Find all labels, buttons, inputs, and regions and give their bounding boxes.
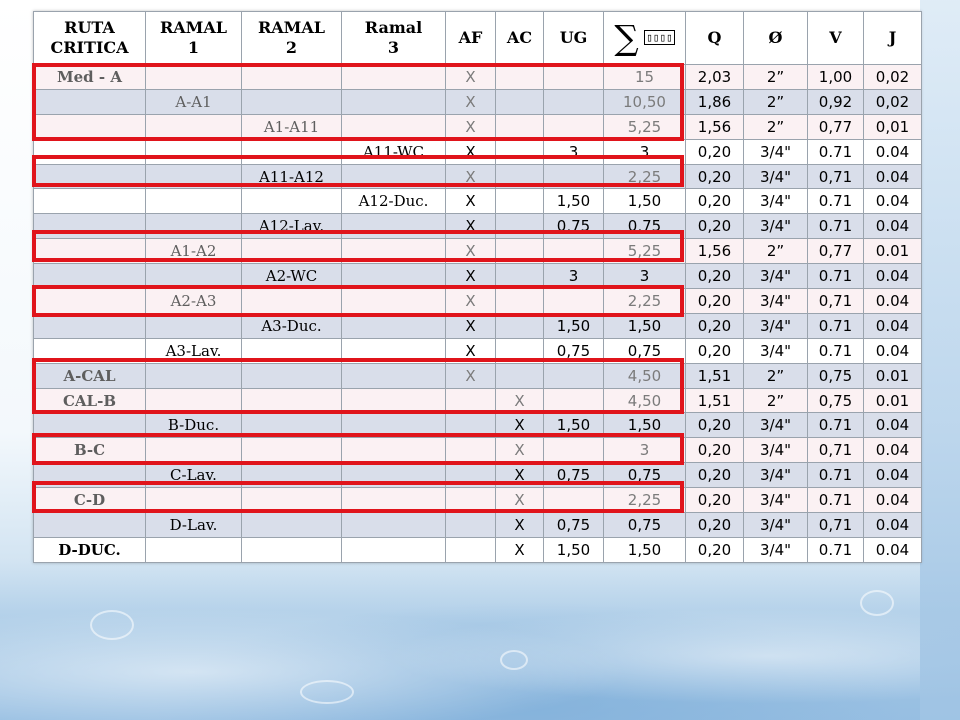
cell-q: 0,20	[686, 488, 744, 513]
cell-ug: 1,50	[544, 537, 604, 562]
cell-ramal-1	[146, 388, 242, 413]
header-v: V	[808, 12, 864, 65]
header-q: Q	[686, 12, 744, 65]
cell-ug: 1,50	[544, 189, 604, 214]
cell-ruta-critica	[34, 338, 146, 363]
cell-diameter: 2”	[744, 89, 808, 114]
cell-ramal-1: B-Duc.	[146, 413, 242, 438]
cell-ug	[544, 239, 604, 264]
cell-ruta-critica	[34, 289, 146, 314]
cell-j: 0,01	[864, 114, 922, 139]
cell-af: X	[446, 214, 496, 239]
cell-sum: 0,75	[604, 513, 686, 538]
cell-diameter: 3/4"	[744, 289, 808, 314]
cell-ramal-3	[342, 338, 446, 363]
cell-ramal-1	[146, 438, 242, 463]
cell-sum: 15	[604, 65, 686, 90]
cell-ramal-1	[146, 264, 242, 289]
cell-q: 0,20	[686, 338, 744, 363]
cell-ramal-3: A12-Duc.	[342, 189, 446, 214]
cell-ramal-2	[242, 438, 342, 463]
table-row	[34, 463, 922, 488]
table-row	[34, 114, 922, 139]
cell-v: 0.71	[808, 313, 864, 338]
cell-ramal-3	[342, 513, 446, 538]
table-row	[34, 338, 922, 363]
cell-sum: 3	[604, 264, 686, 289]
cell-af: X	[446, 65, 496, 90]
cell-ruta-critica: CAL-B	[34, 388, 146, 413]
cell-ac	[496, 338, 544, 363]
cell-af	[446, 513, 496, 538]
cell-ramal-2	[242, 65, 342, 90]
cell-ac	[496, 189, 544, 214]
table-row	[34, 214, 922, 239]
cell-ruta-critica	[34, 264, 146, 289]
cell-af	[446, 463, 496, 488]
table-body	[34, 65, 922, 563]
cell-ramal-2	[242, 139, 342, 164]
cell-diameter: 3/4"	[744, 513, 808, 538]
cell-q: 1,51	[686, 388, 744, 413]
cell-ruta-critica	[34, 313, 146, 338]
cell-q: 0,20	[686, 139, 744, 164]
header-af: AF	[446, 12, 496, 65]
cell-ug	[544, 164, 604, 189]
cell-ac	[496, 114, 544, 139]
cell-ug	[544, 488, 604, 513]
table-row	[34, 89, 922, 114]
cell-q: 2,03	[686, 65, 744, 90]
cell-ruta-critica	[34, 413, 146, 438]
cell-j: 0.04	[864, 189, 922, 214]
cell-sum: 3	[604, 139, 686, 164]
cell-diameter: 3/4"	[744, 189, 808, 214]
cell-ug: 0,75	[544, 463, 604, 488]
cell-diameter: 2”	[744, 114, 808, 139]
cell-ruta-critica: B-C	[34, 438, 146, 463]
cell-q: 0,20	[686, 537, 744, 562]
cell-ramal-2	[242, 537, 342, 562]
cell-diameter: 3/4"	[744, 438, 808, 463]
cell-af: X	[446, 289, 496, 314]
cell-sum: 0,75	[604, 463, 686, 488]
cell-ruta-critica	[34, 189, 146, 214]
cell-ramal-2	[242, 463, 342, 488]
table-row	[34, 438, 922, 463]
cell-j: 0.04	[864, 413, 922, 438]
cell-q: 0,20	[686, 189, 744, 214]
cell-ramal-2	[242, 513, 342, 538]
cell-ramal-2: A1-A11	[242, 114, 342, 139]
pipe-sizing-table-container	[33, 11, 921, 563]
cell-ug	[544, 89, 604, 114]
header-ramal-1: RAMAL 1	[146, 12, 242, 65]
cell-ramal-3	[342, 413, 446, 438]
cell-j: 0.04	[864, 164, 922, 189]
cell-ac: X	[496, 413, 544, 438]
cell-diameter: 3/4"	[744, 488, 808, 513]
bubble-decoration	[860, 590, 894, 616]
header-ruta-critica: RUTA CRITICA	[34, 12, 146, 65]
cell-af: X	[446, 338, 496, 363]
cell-ramal-3	[342, 388, 446, 413]
cell-j: 0.04	[864, 513, 922, 538]
header-diameter: Ø	[744, 12, 808, 65]
cell-ruta-critica	[34, 463, 146, 488]
cell-sum: 2,25	[604, 488, 686, 513]
cell-ac	[496, 214, 544, 239]
cell-ramal-3	[342, 537, 446, 562]
cell-af: X	[446, 239, 496, 264]
cell-ac	[496, 239, 544, 264]
table-row	[34, 537, 922, 562]
cell-ramal-1	[146, 537, 242, 562]
cell-af: X	[446, 89, 496, 114]
cell-ramal-3	[342, 463, 446, 488]
cell-ramal-2	[242, 289, 342, 314]
cell-j: 0.01	[864, 363, 922, 388]
cell-diameter: 3/4"	[744, 313, 808, 338]
cell-ruta-critica: Med - A	[34, 65, 146, 90]
cell-af: X	[446, 139, 496, 164]
cell-q: 0,20	[686, 313, 744, 338]
cell-v: 0,71	[808, 438, 864, 463]
cell-sum: 2,25	[604, 289, 686, 314]
cell-v: 0.71	[808, 139, 864, 164]
cell-diameter: 2”	[744, 388, 808, 413]
table-row	[34, 264, 922, 289]
cell-diameter: 3/4"	[744, 338, 808, 363]
cell-ramal-2	[242, 338, 342, 363]
cell-ramal-3	[342, 164, 446, 189]
cell-ramal-1: C-Lav.	[146, 463, 242, 488]
cell-ramal-3	[342, 114, 446, 139]
cell-j: 0.04	[864, 289, 922, 314]
cell-ug	[544, 388, 604, 413]
cell-sum: 4,50	[604, 388, 686, 413]
cell-ramal-1	[146, 488, 242, 513]
cell-v: 0,75	[808, 388, 864, 413]
cell-ac: X	[496, 388, 544, 413]
cell-ruta-critica	[34, 139, 146, 164]
table-row	[34, 488, 922, 513]
table-row	[34, 164, 922, 189]
cell-af: X	[446, 264, 496, 289]
cell-ac	[496, 313, 544, 338]
cell-ramal-2	[242, 413, 342, 438]
cell-ramal-3	[342, 264, 446, 289]
cell-ug: 1,50	[544, 313, 604, 338]
cell-ac: X	[496, 537, 544, 562]
cell-sum: 0,75	[604, 338, 686, 363]
cell-j: 0.04	[864, 139, 922, 164]
cell-ramal-1	[146, 189, 242, 214]
cell-q: 1,51	[686, 363, 744, 388]
cell-ac	[496, 65, 544, 90]
header-ug: UG	[544, 12, 604, 65]
cell-ramal-2	[242, 388, 342, 413]
cell-ruta-critica: A-CAL	[34, 363, 146, 388]
header-j: J	[864, 12, 922, 65]
cell-ramal-1	[146, 363, 242, 388]
cell-ruta-critica	[34, 114, 146, 139]
cell-v: 0.71	[808, 264, 864, 289]
cell-af	[446, 413, 496, 438]
cell-q: 0,20	[686, 289, 744, 314]
cell-ug: 1,50	[544, 413, 604, 438]
cell-sum: 3	[604, 438, 686, 463]
cell-ramal-2	[242, 89, 342, 114]
cell-v: 0.71	[808, 189, 864, 214]
cell-ramal-1	[146, 164, 242, 189]
cell-ac	[496, 89, 544, 114]
cell-q: 0,20	[686, 264, 744, 289]
table-row	[34, 139, 922, 164]
cell-ramal-2	[242, 488, 342, 513]
cell-sum: 4,50	[604, 363, 686, 388]
cell-ug	[544, 114, 604, 139]
cell-ruta-critica: C-D	[34, 488, 146, 513]
cell-ramal-1	[146, 214, 242, 239]
cell-ramal-2: A2-WC	[242, 264, 342, 289]
cell-q: 1,86	[686, 89, 744, 114]
cell-v: 0,71	[808, 513, 864, 538]
cell-j: 0.04	[864, 537, 922, 562]
cell-af	[446, 438, 496, 463]
header-ramal-2: RAMAL 2	[242, 12, 342, 65]
cell-v: 0,75	[808, 363, 864, 388]
cell-sum: 5,25	[604, 239, 686, 264]
cell-j: 0.04	[864, 438, 922, 463]
water-background	[0, 560, 960, 720]
cell-ramal-1	[146, 139, 242, 164]
cell-af	[446, 537, 496, 562]
cell-af: X	[446, 363, 496, 388]
bubble-decoration	[90, 610, 134, 640]
cell-ramal-1: A1-A2	[146, 239, 242, 264]
cell-ramal-1	[146, 65, 242, 90]
cell-v: 0,92	[808, 89, 864, 114]
cell-ac	[496, 289, 544, 314]
cell-v: 0.71	[808, 537, 864, 562]
cell-j: 0.04	[864, 338, 922, 363]
pipe-sizing-table	[33, 11, 922, 563]
cell-v: 0,77	[808, 239, 864, 264]
cell-diameter: 3/4"	[744, 139, 808, 164]
cell-sum: 1,50	[604, 189, 686, 214]
cell-sum: 1,50	[604, 313, 686, 338]
cell-q: 0,20	[686, 413, 744, 438]
cell-diameter: 3/4"	[744, 463, 808, 488]
cell-sum: 5,25	[604, 114, 686, 139]
cell-ug	[544, 438, 604, 463]
table-row	[34, 313, 922, 338]
cell-v: 0,71	[808, 164, 864, 189]
cell-ac	[496, 363, 544, 388]
cell-ug: 0,75	[544, 338, 604, 363]
cell-j: 0.04	[864, 214, 922, 239]
cell-ruta-critica	[34, 513, 146, 538]
cell-ramal-3	[342, 214, 446, 239]
cell-q: 1,56	[686, 239, 744, 264]
cell-j: 0.04	[864, 463, 922, 488]
cell-j: 0.04	[864, 313, 922, 338]
cell-ramal-3	[342, 488, 446, 513]
cell-diameter: 2”	[744, 363, 808, 388]
cell-ramal-3	[342, 438, 446, 463]
cell-q: 0,20	[686, 438, 744, 463]
header-row	[34, 12, 922, 65]
water-background-right	[920, 0, 960, 720]
cell-q: 0,20	[686, 214, 744, 239]
cell-sum: 2,25	[604, 164, 686, 189]
cell-j: 0.01	[864, 388, 922, 413]
cell-ug: 3	[544, 139, 604, 164]
cell-af: X	[446, 189, 496, 214]
cell-diameter: 2”	[744, 65, 808, 90]
cell-af: X	[446, 114, 496, 139]
cell-diameter: 3/4"	[744, 214, 808, 239]
cell-j: 0,02	[864, 89, 922, 114]
cell-v: 0.71	[808, 463, 864, 488]
cell-diameter: 3/4"	[744, 413, 808, 438]
cell-sum: 0,75	[604, 214, 686, 239]
cell-ug	[544, 289, 604, 314]
cell-diameter: 3/4"	[744, 164, 808, 189]
table-row	[34, 363, 922, 388]
cell-ramal-1: A2-A3	[146, 289, 242, 314]
cell-j: 0,02	[864, 65, 922, 90]
header-ramal-3: Ramal 3	[342, 12, 446, 65]
cell-v: 0.71	[808, 338, 864, 363]
cell-ac: X	[496, 488, 544, 513]
cell-ac: X	[496, 438, 544, 463]
cell-v: 0,77	[808, 114, 864, 139]
cell-ac: X	[496, 513, 544, 538]
cell-ramal-1	[146, 313, 242, 338]
bubble-decoration	[500, 650, 528, 670]
cell-sum: 1,50	[604, 413, 686, 438]
cell-ramal-2: A12-Lav.	[242, 214, 342, 239]
cell-ramal-1	[146, 114, 242, 139]
cell-ug: 0,75	[544, 513, 604, 538]
cell-ramal-2: A3-Duc.	[242, 313, 342, 338]
cell-ramal-1: A3-Lav.	[146, 338, 242, 363]
cell-ug: 3	[544, 264, 604, 289]
missing-glyph-boxes: ▯▯▯▯	[646, 31, 673, 45]
table-row	[34, 289, 922, 314]
cell-af	[446, 388, 496, 413]
cell-sum: 10,50	[604, 89, 686, 114]
cell-ramal-3	[342, 89, 446, 114]
cell-ruta-critica	[34, 239, 146, 264]
cell-ac: X	[496, 463, 544, 488]
cell-ug: 0,75	[544, 214, 604, 239]
cell-ramal-3: A11-WC	[342, 139, 446, 164]
cell-af: X	[446, 164, 496, 189]
cell-af	[446, 488, 496, 513]
cell-ac	[496, 139, 544, 164]
table-row	[34, 413, 922, 438]
cell-ramal-3	[342, 313, 446, 338]
cell-j: 0.04	[864, 264, 922, 289]
cell-ramal-2	[242, 189, 342, 214]
table-row	[34, 239, 922, 264]
cell-ramal-2: A11-A12	[242, 164, 342, 189]
header-ac: AC	[496, 12, 544, 65]
cell-ramal-3	[342, 289, 446, 314]
cell-af: X	[446, 313, 496, 338]
cell-j: 0.01	[864, 239, 922, 264]
cell-q: 0,20	[686, 463, 744, 488]
cell-diameter: 3/4"	[744, 537, 808, 562]
cell-v: 0.71	[808, 214, 864, 239]
cell-ramal-3	[342, 363, 446, 388]
cell-ramal-1: D-Lav.	[146, 513, 242, 538]
cell-ac	[496, 164, 544, 189]
cell-sum: 1,50	[604, 537, 686, 562]
cell-v: 0.71	[808, 488, 864, 513]
cell-ac	[496, 264, 544, 289]
cell-j: 0.04	[864, 488, 922, 513]
table-row	[34, 65, 922, 90]
cell-ruta-critica	[34, 89, 146, 114]
table-row	[34, 513, 922, 538]
cell-v: 1,00	[808, 65, 864, 90]
cell-ruta-critica: D-DUC.	[34, 537, 146, 562]
cell-v: 0,71	[808, 289, 864, 314]
cell-ruta-critica	[34, 164, 146, 189]
header-sum	[604, 12, 686, 65]
cell-v: 0.71	[808, 413, 864, 438]
cell-ruta-critica	[34, 214, 146, 239]
cell-q: 1,56	[686, 114, 744, 139]
cell-ramal-1: A-A1	[146, 89, 242, 114]
cell-diameter: 2”	[744, 239, 808, 264]
table-row	[34, 388, 922, 413]
cell-diameter: 3/4"	[744, 264, 808, 289]
cell-ramal-2	[242, 363, 342, 388]
cell-ramal-3	[342, 65, 446, 90]
cell-ramal-2	[242, 239, 342, 264]
cell-q: 0,20	[686, 513, 744, 538]
cell-q: 0,20	[686, 164, 744, 189]
bubble-decoration	[300, 680, 354, 704]
cell-ug	[544, 65, 604, 90]
cell-ramal-3	[342, 239, 446, 264]
sigma-symbol: ∑	[614, 18, 639, 59]
cell-ug	[544, 363, 604, 388]
table-row	[34, 189, 922, 214]
